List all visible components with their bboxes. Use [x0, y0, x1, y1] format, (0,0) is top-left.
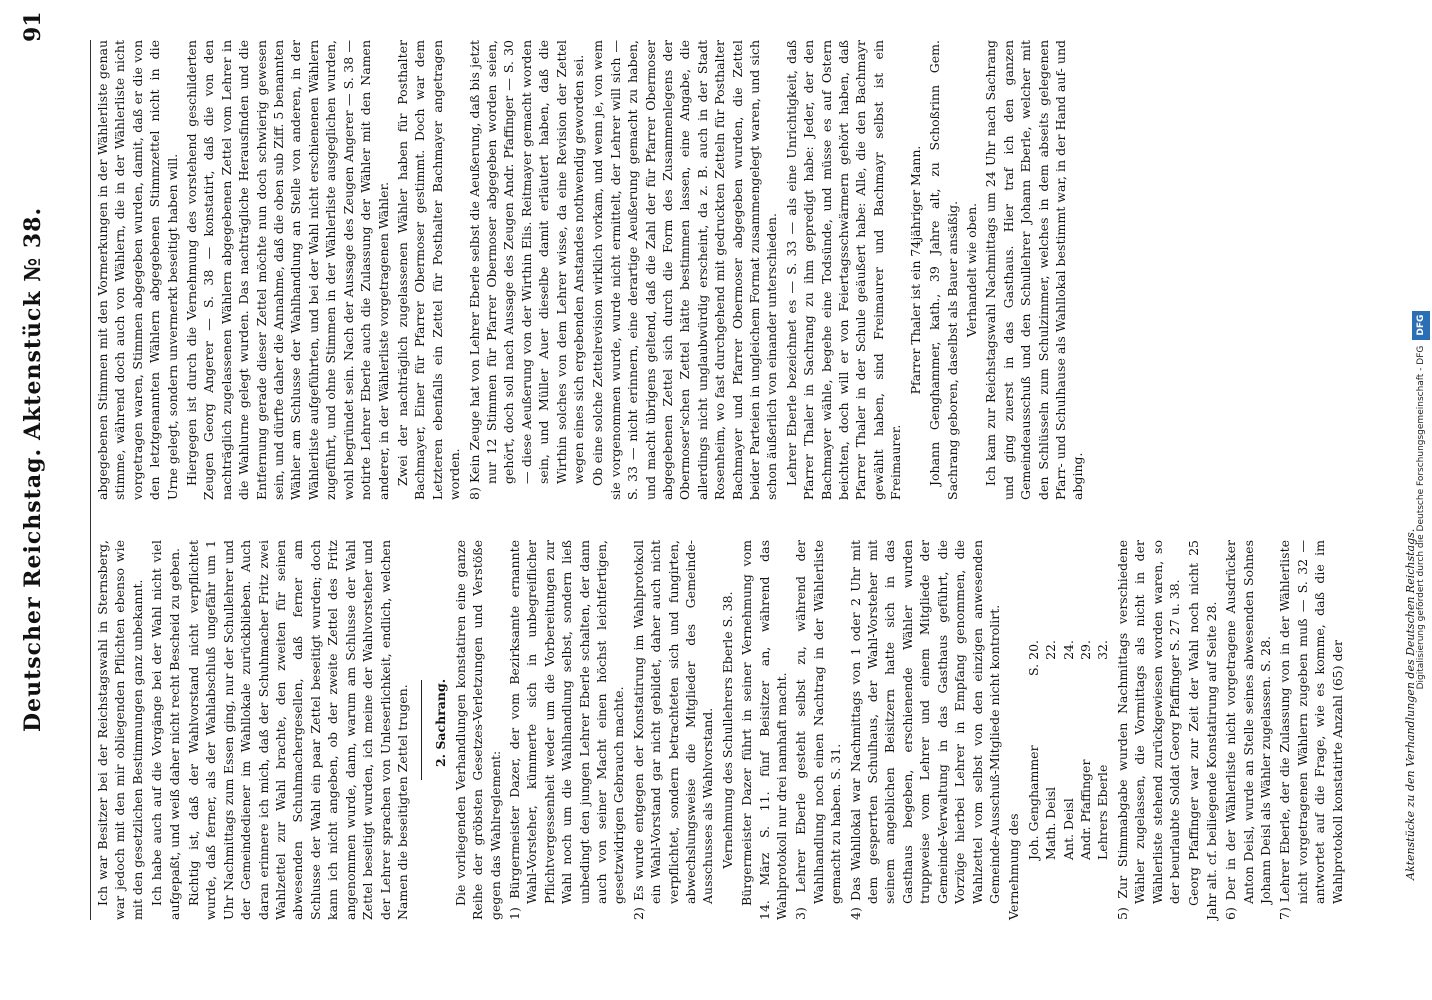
paragraph: Ich habe auch auf die Vorgänge bei der Wahl nicht viel aufgepaßt, und weiß daher nicht recht Bescheid zu geben. — [149, 540, 182, 920]
dfg-logo: DFG — [1412, 311, 1430, 340]
list-note: Vernehmung des Schullehrers Eberle S. 38. — [719, 591, 735, 869]
votes-intro: Vernehmung des — [1006, 813, 1022, 920]
witness-row: Ant. Deisl 24. — [1060, 640, 1076, 860]
paragraph: Pfarrer Thaler ist ein 74jähriger Mann. — [907, 145, 923, 395]
column-left — [94, 540, 1348, 920]
paragraph: abgegebenen Stimmen mit den Vormerkungen in der Wählerliste genau stimme, während doch auch von Wählern, die in der Wählerliste nicht vorgetragen waren, Stimmen abgegeben wurden, damit, daß er die von den letztgenannten Wählern abgegebenen Stimmzettel nicht in die Urne gelegt, sondern unvermerkt beseitigt haben will. — [95, 40, 180, 500]
list-item: 8) Kein Zeuge hat von Lehrer Eberle selbst die Aeußerung, daß bis jetzt nur 12 Stimmen für Pfarrer Obermoser abgegeben worden seien, gehört, doch soll nach Aussage des Zeugen Andr. Pfaffinger — S. 30 — diese Aeußerung von der Wirthin Elis. Reitmayer gemacht worden sein, und Müller Auer dieselbe damit erläutert haben, daß die Wirthin solches von dem Lehrer wisse, da eine Revision der Zettel wegen eines sich ergebenden Anstandes nothwendig geworden sei. — [466, 40, 586, 500]
header-middle: Aktenstück № 38. — [20, 206, 46, 440]
witness-row: Joh. Genghammer S. 20. — [1025, 640, 1041, 860]
witness-row: Lehrers Eberle 32. — [1095, 640, 1111, 860]
list-note: Bürgermeister Dazer führt in seiner Vernehmung vom 14. März S. 11. fünf Beisitzer an, während das Wahlprotokoll nur drei namhaft macht. — [739, 540, 790, 920]
paragraph: Lehrer Eberle bezeichnet es — S. 33 — als eine Unrichtigkeit, daß Pfarrer Thaler in Sachrang zu ihm gepredigt habe: Jeder, der den Bachmayer wähle, begehe eine Todsünde, und müsse es auf Ostern beichten, doch will er von Feiertagsschwärmern gehört haben, daß Pfarrer Thaler in der Schule geäußert habe: Alle, die den Bachmayr gewählt haben, sind Freimaurer und Bachmayr selbst ist ein Freimaurer. — [783, 40, 904, 500]
paragraph: Richtig ist, daß der Wahlvorstand nicht verpflichtet wurde, daß ferner, als der Wahlabschluß ungefähr um 1 Uhr Nachmittags zum Essen ging, nur der Schullehrer und der Gemeindediener im Wahllokale zurückblieben. Auch daran erinnere ich mich, daß der Schuhmacher Fritz zwei Wahlzettel zur Wahl brachte, den zweiten für seinen abwesenden Schuhmachergesellen, daß ferner am Schlusse der Wahl ein paar Zettel beseitigt wurden; doch kann ich nicht angeben, ob der zweite Zettel des Fritz angenommen wurde, dann, warum am Schlusse der Wahl Zettel beseitigt wurden, ich meine der Wahlvorsteher und der Lehrer sprachen von Unleserlichkeit, endlich, welchen Namen die beseitigten Zettel trugen. — [186, 540, 410, 920]
paragraph: Johann Genghammer, kath., 39 Jahre alt, zu Schoßrinn Gem. Sachrang geboren, daselbst als Bauer ansäßig. — [927, 40, 960, 500]
list-item: 6) Der in der Wählerliste nicht vorgetragene Ausdrücker Anton Deisl, wurde an Stelle seines abwesenden Sohnes Johann Deisl als Wähler zugelassen. S. 28. — [1223, 540, 1273, 920]
page-footer: Aktenstücke zu den Verhandlungen des Deutschen Reichstags. — [1404, 528, 1417, 880]
paragraph: Ich war Besitzer bei der Reichstagswahl in Sternsberg, war jedoch mit den mir obliegenden Pflichten ebenso wie mit den gesetzlichen Bestimmungen ganz unbekannt. — [95, 540, 145, 920]
digitization-note-text: Digitalisierung gefördert durch die Deutsche Forschungsgemeinschaft - DFG — [1416, 345, 1426, 690]
header-left: Deutscher Reichstag. — [20, 447, 46, 732]
paragraph: Ob eine solche Zettelrevision wirklich vorkam, und wenn je, von wem sie vorgenommen wurde, wurde nicht ermittelt, der Lehrer will sich — S. 33 — nicht erinnern, eine derartige Aeußerung gemacht zu haben, und macht übrigens geltend, daß die Zahl der für Pfarrer Obermoser abgegebenen Zettel sich durch die Form des Zusammenlegens der Obermoser'schen Zettel hätte bestimmen lassen, eine Angabe, die allerdings nicht unglaubwürdig erscheint, da z. B. auch in der Stadt Rosenheim, wo fast durchgehend mit gedruckten Zetteln für Posthalter Bachmayer und Pfarrer Obermoser abgegeben wurden, die Zettel beider Parteien in ungleichem Format zusammengelegt waren, und sich schon äußerlich von einander unterschieden. — [590, 40, 780, 500]
header-rule — [90, 40, 91, 920]
section-intro: Die vorliegenden Verhandlungen konstatiren eine ganze Reihe der gröbsten Gesetzes-Verletzungen und Verstöße gegen das Wahlreglement: — [452, 540, 503, 920]
paragraph: Hiergegen ist durch die Vernehmung des vorstehend geschilderten Zeugen Georg Angerer — S. 38 — konstatirt, daß die von den nachträglich zugelassenen Wählern abgegebenen Zettel vom Lehrer in die Wahlurne gelegt wurden. Das nachträgliche Herausfinden und die Entfernung gerade dieser Zettel möchte nun doch schwierig gewesen sein, und dürfte daher die Annahme, daß die oben sub Ziff. 5 benannten Wähler am Schlusse der Wahlhandlung an Stelle von anderen, in der Wählerliste aufgeführten, und bei der Wahl nicht erschienenen Wählern zugeführt, und ohne Stimmen in der Wählerliste ausgeglichen wurden, wohl begründet sein. Nach der Aussage des Zeugen Angerer — S. 38 — notirte Lehrer Eberle auch die Zulassung der Wähler mit den Namen anderer, in der Wählerliste vorgetragenen Wähler. — [184, 40, 391, 500]
witness-row: Andr. Pfaffinger 29. — [1077, 640, 1093, 860]
witness-list — [1025, 540, 1112, 860]
list-item: 2) Es wurde entgegen der Konstatirung im Wahlprotokoll ein Wahl-Vorstand gar nicht gebildet, daher auch nicht verpflichtet, sondern betrachteten sich und fungirten, abwechslungsweise die Mitglieder des Gemeinde-Ausschusses als Wahlvorstand. — [630, 540, 716, 920]
section-title: 2. Sachrang. — [433, 678, 449, 768]
list-note: Georg Pfaffinger war zur Zeit der Wahl noch nicht 25 Jahr alt. cf. beiliegende Konstatirung auf Seite 28. — [1186, 540, 1219, 920]
paragraph: Ich kam zur Reichstagswahl Nachmittags um 24 Uhr nach Sachrang und ging zuerst in das Gasthaus. Hier traf ich den ganzen Gemeindeausschuß und den Schullehrer Johann Eberle, welcher mit den Schlüsseln zum Schulzimmer, welches in dem abseits gelegenen Pfarr- und Schulhause als Wahllokal bestimmt war, in der Hand auf- und abging. — [983, 40, 1086, 500]
digitization-note — [1412, 0, 1430, 1000]
list-item: 3) Lehrer Eberle gesteht selbst zu, während der Wahlhandlung noch einen Nachtrag in der Wählerliste gemacht zu haben. S. 31. — [793, 540, 844, 920]
list-item: 1) Bürgermeister Dazer, der vom Bezirksamte ernannte Wahl-Vorsteher, kümmerte sich in unbegreiflicher Pflichtvergessenheit weder um die Vorbereitungen zur Wahl noch um die Wahlhandlung selbst, sondern ließ unbedingt den jungen Lehrer Eberle schalten, der dann auch von seiner Macht einen höchst leichtfertigen, gesetzwidrigen Gebrauch machte. — [506, 540, 627, 920]
column-right — [94, 40, 1089, 500]
paragraph: Zwei der nachträglich zugelassenen Wähler haben für Posthalter Bachmayer, Einer für Pfarrer Obermoser gestimmt. Doch war dem Letzteren ebenfalls ein Zettel für Posthalter Bachmayer angetragen worden. — [394, 40, 463, 500]
list-item: 4) Das Wahllokal war Nachmittags von 1 oder 2 Uhr mit dem gesperrten Schulhaus, der Wahl-Vorsteher mit seinem angeblichen Beisitzern hatte sich in das Gasthaus begeben, erschienende Wähler wurden truppweise vom Lehrer und einem Mitgliede der Gemeinde-Verwaltung in das Gasthaus geführt, die Vorzüge hierbei Lehrer in Empfang genommen, die Wahlzettel vom selbst von den einzigen anwesenden Gemeinde-Ausschuß-Mitgliede nicht kontrolirt. — [847, 540, 1002, 920]
paragraph: Verhandelt wie oben. — [963, 202, 979, 338]
list-item: 5) Zur Stimmabgabe wurden Nachmittags verschiedene Wähler zugelassen, die Vormittags als nicht in der Wählerliste stehend zurückgewiesen worden waren, so der beurlaubte Soldat Georg Pfaffinger S. 27 u. 38. — [1114, 540, 1182, 920]
page-header — [10, 0, 70, 1000]
list-item: 7) Lehrer Eberle, der die Zulassung von in der Wählerliste nicht vorgetragenen Wählern zugeben muß — S. 32 — antwortet auf die Frage, wie es komme, daß die im Wahlprotokoll konstatirte Anzahl (65) der — [1277, 540, 1345, 920]
header-page-number: 91 — [20, 11, 46, 42]
section-rule — [421, 680, 422, 780]
witness-row: Math. Deisl 22. — [1043, 640, 1059, 860]
